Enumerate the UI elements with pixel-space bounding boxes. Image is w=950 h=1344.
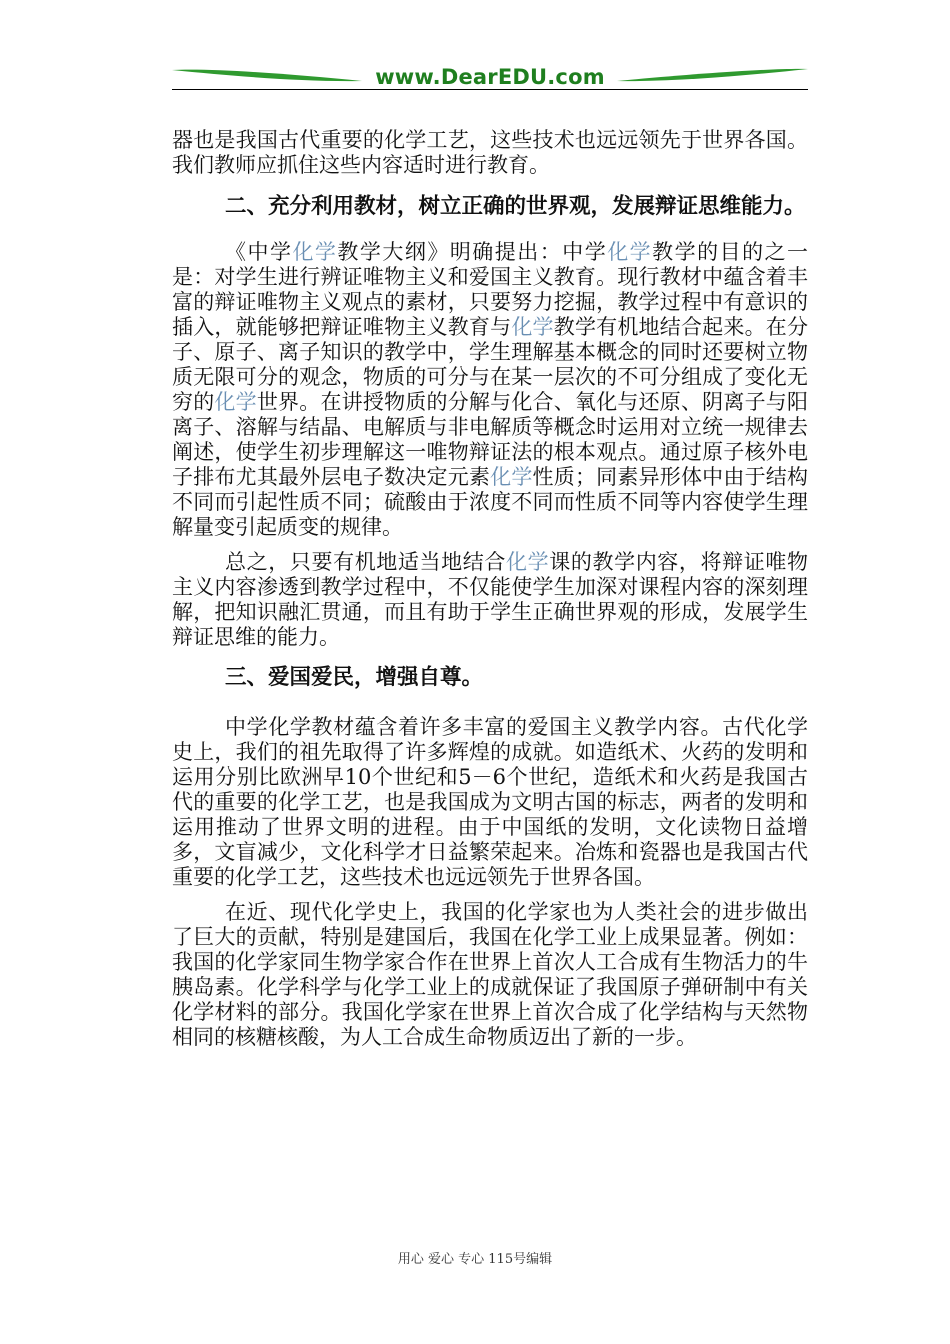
paragraph-dialectics [172, 240, 808, 540]
paragraph-modern-chemistry: 在近、现代化学史上，我国的化学家也为人类社会的进步做出了巨大的贡献，特别是建国后，我国在化学工业上成果显著。例如：我国的化学家同生物学家合作在世界上首次人工合成有生物活力的牛胰岛素。化学科学与化学工业上的成就保证了我国原子弹研制中有关化学材料的部分。我国化学家在世界上首次合成了化学结构与天然物相同的核糖核酸，为人工合成生命物质迈出了新的一步。 [172, 900, 808, 1049]
text-run: 课的教学内容，将辩证唯物主义内容渗透到教学过程中，不仅能使学生加深对课程内容的深刻理解，把知识融汇贯通，而且有助于学生正确世界观的形成，发展学生辩证思维的能力。 [172, 550, 809, 649]
page-footer: 用心 爱心 专心 115号编辑 [397, 1252, 553, 1267]
text-run: 教学有机地结合起来。在分子、原子、离子知识的教学中，学生理解基本概念的同时还要树立物质无限可分的观念，物质的可分与在某一层次的不可分组成了变化无穷的 [172, 315, 809, 414]
header-site-url: www.DearEDU.com [375, 65, 605, 89]
text-run: 世界。在讲授物质的分解与化合、氧化与还原、阴离子与阳离子、溶解与结晶、电解质与非电解质等概念时运用对立统一规律去阐述，使学生初步理解这一唯物辩证法的根本观点。通过原子核外电子排布尤其最外层电子数决定元素 [172, 390, 809, 489]
header-rule [172, 89, 808, 90]
keyword-chemistry: 化学 [490, 465, 533, 489]
section-heading-2: 二、充分利用教材，树立正确的世界观，发展辩证思维能力。 [225, 194, 806, 219]
text-run: 教学大纲》明确提出：中学 [337, 240, 608, 264]
document-body [172, 128, 808, 1050]
keyword-chemistry: 化学 [506, 550, 550, 574]
keyword-chemistry: 化学 [511, 315, 554, 339]
text-run: 《中学 [225, 240, 293, 264]
intro-paragraph: 器也是我国古代重要的化学工艺，这些技术也远远领先于世界各国。我们教师应抓住这些内容适时进行教育。 [172, 128, 808, 177]
text-run: 总之，只要有机地适当地结合 [225, 550, 506, 574]
keyword-chemistry: 化学 [214, 390, 257, 414]
text-run: 教学的目的之一是：对学生进行辨证唯物主义和爱国主义教育。现行教材中蕴含着丰富的辩证唯物主义观点的素材，只要努力挖掘，教学过程中有意识的插入，就能够把辩证唯物主义教育与 [172, 240, 809, 339]
text-run: 性质；同素异形体中由于结构不同而引起性质不同；硫酸由于浓度不同而性质不同等内容使学生理解量变引起质变的规律。 [172, 465, 809, 539]
keyword-chemistry: 化学 [292, 240, 338, 264]
paragraph-summary [172, 550, 808, 650]
section-heading-3: 三、爱国爱民，增强自尊。 [225, 665, 484, 690]
page-header [172, 62, 808, 92]
paragraph-patriotism: 中学化学教材蕴含着许多丰富的爱国主义教学内容。古代化学史上，我们的祖先取得了许多辉煌的成就。如造纸术、火药的发明和运用分别比欧洲早10个世纪和5－6个世纪，造纸术和火药是我国古代的重要的化学工艺，也是我国成为文明古国的标志，两者的发明和运用推动了世界文明的进程。由于中国纸的发明，文化读物日益增多，文盲减少，文化科学才日益繁荣起来。冶炼和瓷器也是我国古代重要的化学工艺，这些技术也远远领先于世界各国。 [172, 715, 808, 889]
keyword-chemistry: 化学 [607, 240, 653, 264]
